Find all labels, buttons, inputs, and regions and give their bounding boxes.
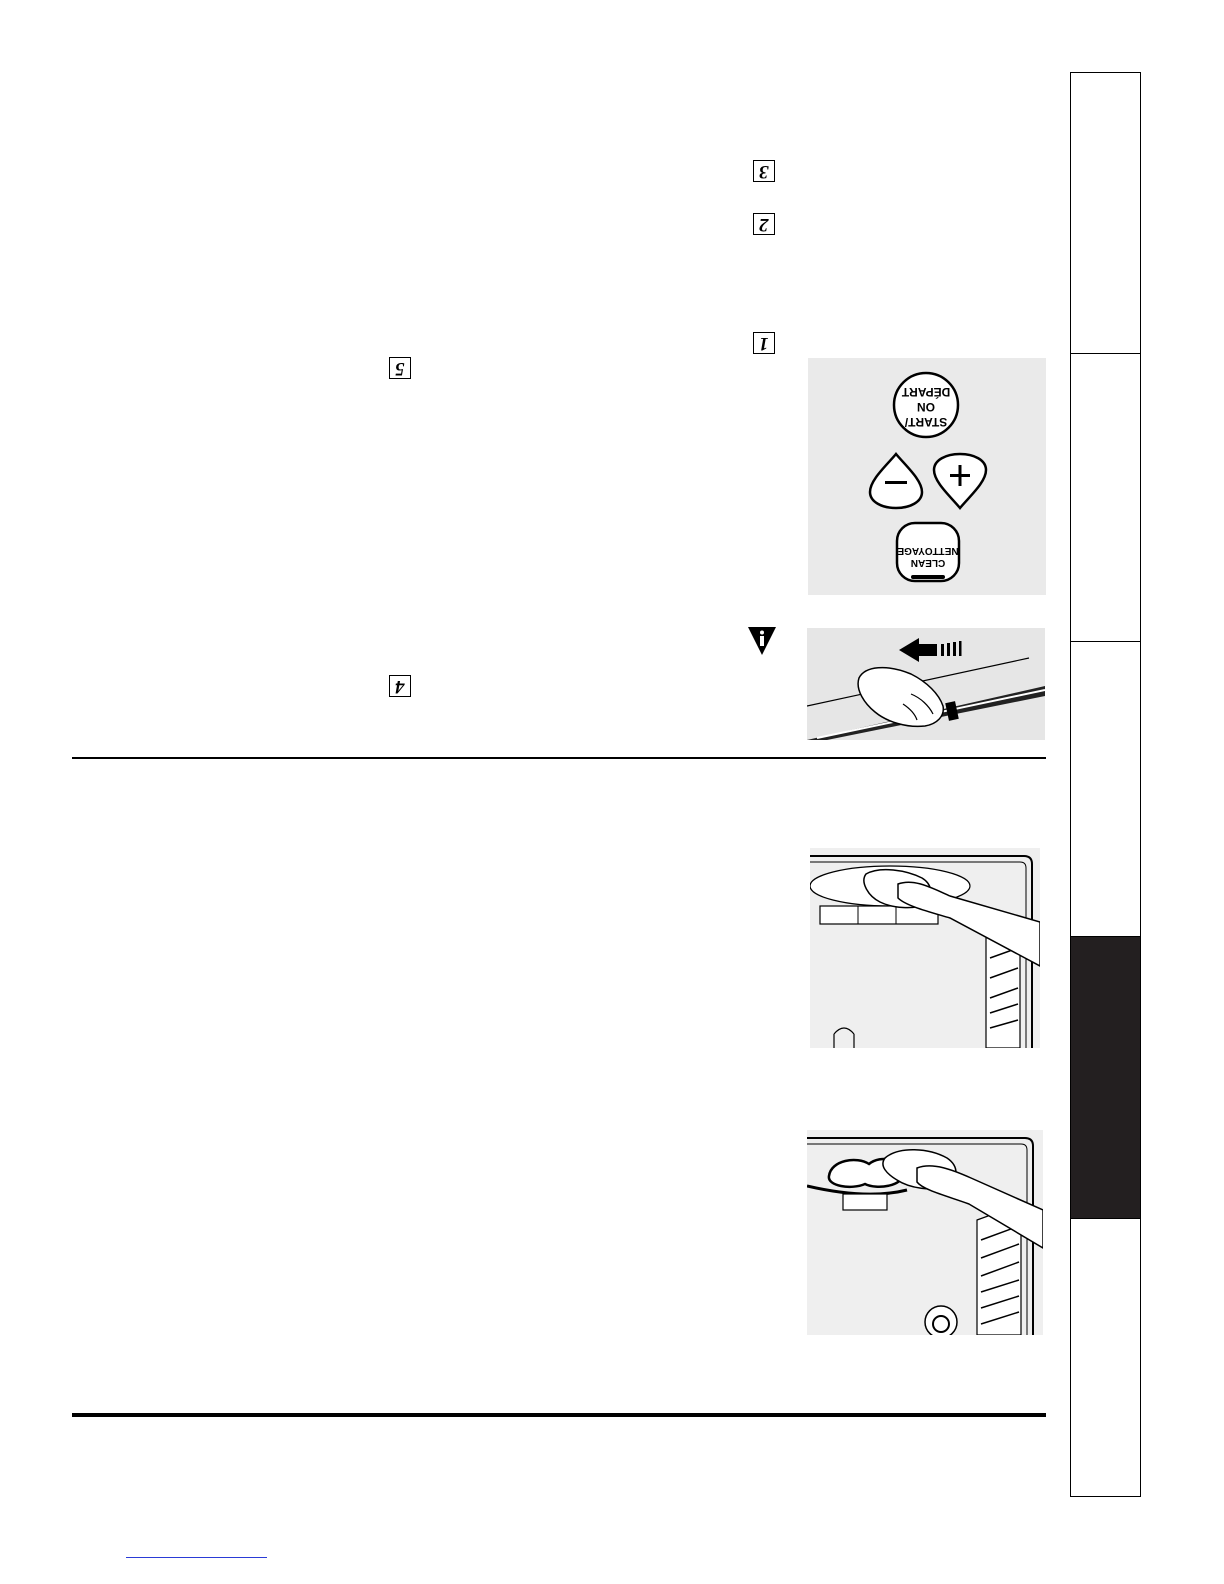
control-panel-svg <box>808 358 1046 595</box>
step-3-marker <box>753 160 775 182</box>
clean-indicator-light <box>911 575 945 579</box>
info-triangle-icon <box>747 626 777 656</box>
side-tab-3[interactable] <box>1070 641 1141 938</box>
step-3-number: 3 <box>759 160 769 182</box>
light-knob-icon <box>925 1306 957 1335</box>
section-divider-1 <box>72 757 1046 759</box>
side-tab-1[interactable] <box>1070 72 1141 355</box>
step-5-number: 5 <box>395 357 405 379</box>
footer-link-underline[interactable] <box>126 1557 267 1558</box>
start-label-line3: DÉPART <box>901 385 951 399</box>
clean-button[interactable] <box>897 523 959 581</box>
clean-label-line1: CLEAN <box>910 557 946 568</box>
minus-button[interactable] <box>870 454 922 508</box>
step-2-number: 2 <box>759 213 769 235</box>
step-5-marker <box>389 357 411 379</box>
plus-button[interactable] <box>934 454 986 508</box>
step-1-marker <box>753 332 775 354</box>
start-label-line2: ON <box>917 400 935 414</box>
door-wipe-illustration <box>807 628 1045 740</box>
start-label-line1: START/ <box>904 415 948 429</box>
side-tab-5[interactable] <box>1070 1218 1141 1497</box>
oven-wipe-illustration-2 <box>807 1130 1043 1335</box>
step-2-marker <box>753 213 775 235</box>
start-button[interactable] <box>894 373 958 437</box>
side-tab-2[interactable] <box>1070 353 1141 643</box>
clean-label-line2: NETTOYAGE <box>897 545 959 556</box>
minus-icon <box>885 481 907 484</box>
oven-wipe-illustration-1 <box>810 848 1040 1048</box>
side-tab-4-active[interactable] <box>1070 936 1141 1220</box>
section-divider-2 <box>72 1413 1046 1417</box>
control-panel-illustration <box>808 358 1046 595</box>
step-4-marker <box>389 675 411 697</box>
step-1-number: 1 <box>759 332 769 354</box>
step-4-number: 4 <box>395 675 405 697</box>
